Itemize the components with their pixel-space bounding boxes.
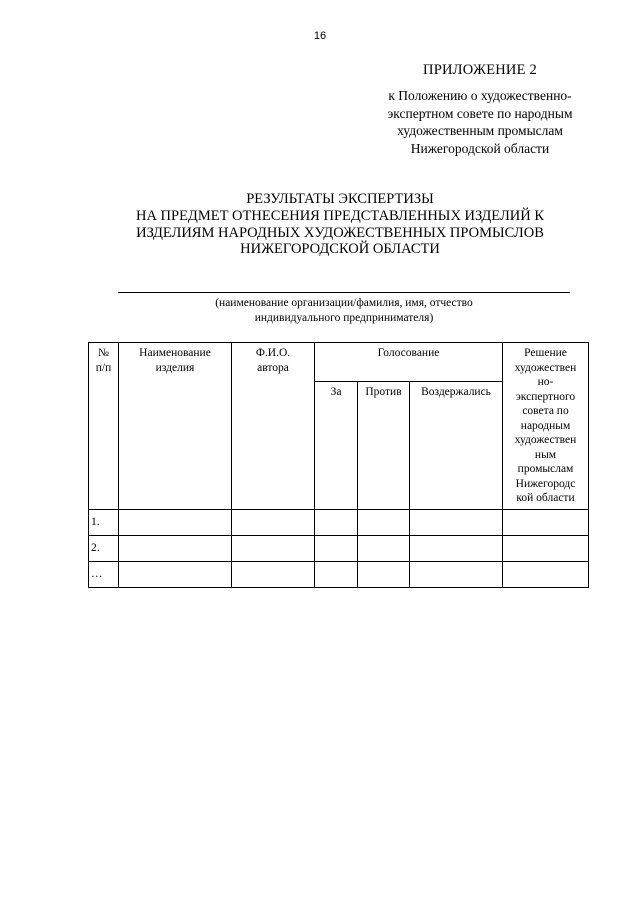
row-number: 1. [89,509,119,535]
table-row [89,535,589,561]
table-cell [503,561,589,587]
appendix-title: ПРИЛОЖЕНИЕ 2 [423,62,537,78]
table-cell [410,509,503,535]
table-cell [232,509,315,535]
table-cell [358,535,410,561]
table-row [89,509,589,535]
table-cell [119,561,232,587]
organization-underline [118,292,570,293]
appendix-subtitle-line: Нижегородской области [410,140,550,156]
header-vote-abstained: Воздержались [410,382,503,510]
header-decision: Решение художествен но- экспертного совета по народным художествен ным промыслам Нижегородс кой области [503,343,589,510]
results-title [100,191,580,258]
results-title-line: НИЖЕГОРОДСКОЙ ОБЛАСТИ [240,241,440,258]
table-cell [503,509,589,535]
results-title-line: ИЗДЕЛИЯМ НАРОДНЫХ ХУДОЖЕСТВЕННЫХ ПРОМЫСЛОВ [136,224,544,241]
results-title-line: РЕЗУЛЬТАТЫ ЭКСПЕРТИЗЫ [246,191,434,207]
organization-caption-line: индивидуального предпринимателя) [254,312,434,324]
results-title-line: НА ПРЕДМЕТ ОТНЕСЕНИЯ ПРЕДСТАВЛЕННЫХ ИЗДЕЛИЙ К [135,207,545,224]
table-cell [119,535,232,561]
appendix-subtitle-line: художественным промыслам [397,123,563,138]
table-cell [503,535,589,561]
appendix-subtitle [360,87,600,157]
row-number: 2. [89,535,119,561]
table-cell [358,509,410,535]
header-vote-for: За [315,382,358,510]
header-voting: Голосование [315,343,503,382]
table-cell [315,561,358,587]
table-cell [410,561,503,587]
organization-caption-line: (наименование организации/фамилия, имя, отчество [215,297,473,309]
appendix-subtitle-line: к Положению о художественно- [388,88,572,103]
header-number: № п/п [89,343,119,510]
table-cell [358,561,410,587]
results-table [88,342,589,588]
header-product-name: Наименование изделия [119,343,232,510]
table-cell [315,509,358,535]
table-cell [119,509,232,535]
appendix-subtitle-line: экспертном совете по народным [387,105,573,121]
organization-caption [118,296,570,326]
table-cell [315,535,358,561]
header-vote-against: Против [358,382,410,510]
header-author: Ф.И.О. автора [232,343,315,510]
table-cell [410,535,503,561]
page-number: 16 [313,30,327,42]
table-cell [232,535,315,561]
table-row [89,561,589,587]
row-number: … [89,561,119,587]
table-cell [232,561,315,587]
